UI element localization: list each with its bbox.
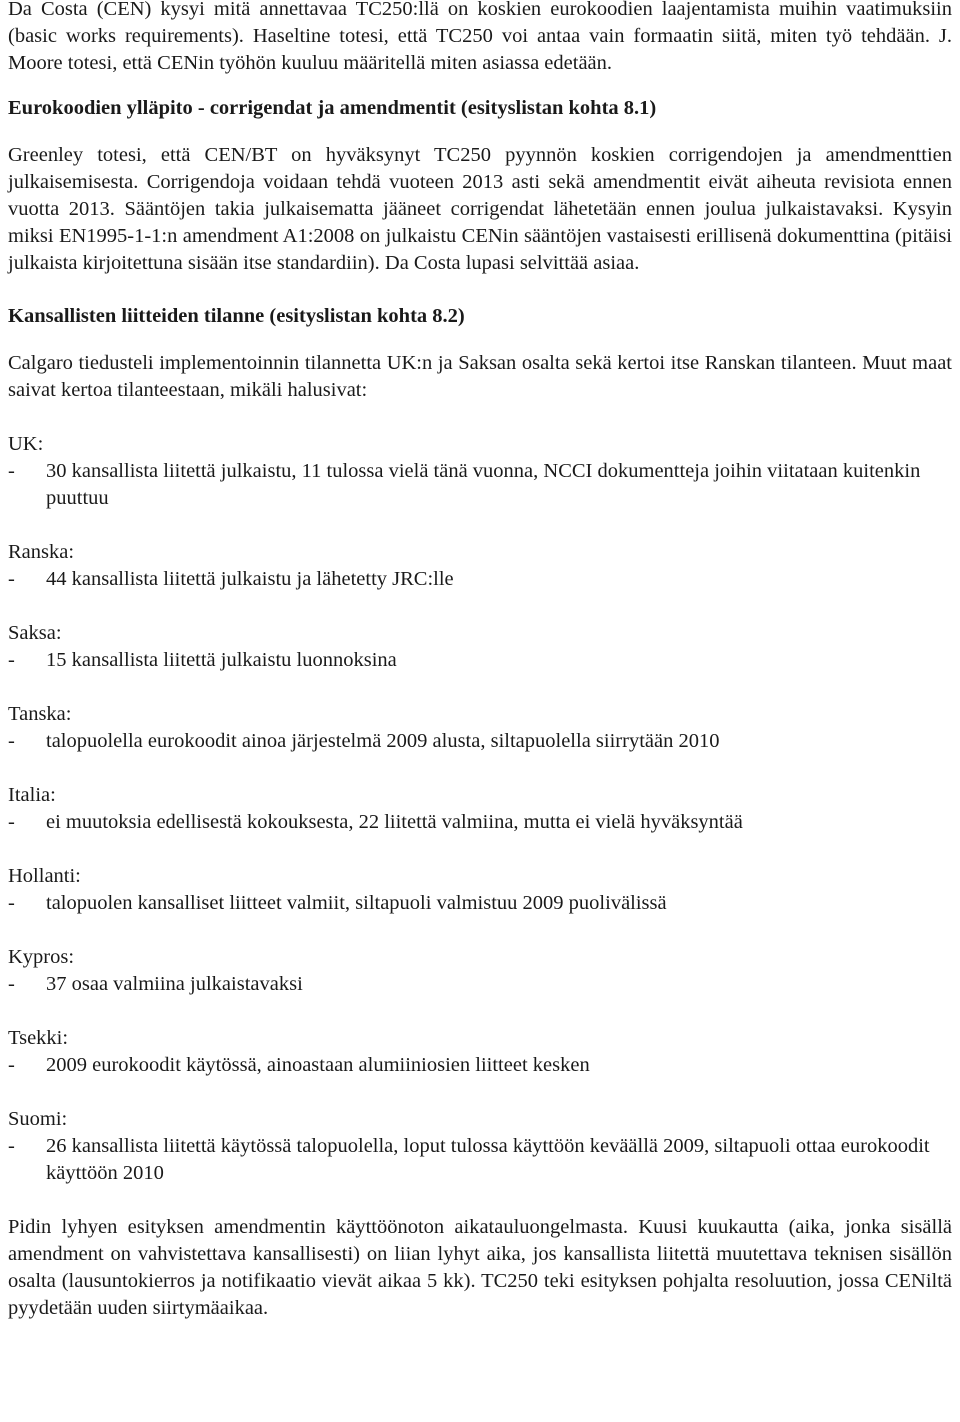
dash-bullet: - — [8, 1054, 15, 1076]
closing-paragraph: Pidin lyhyen esityksen amendmentin käyttöönoton aikatauluongelmasta. Kuusi kuukautta (aika, jonka sisällä amendment on vahvistettava kansallisesti) on liian lyhyt aika, jos kansallista liitettä muutettava teknisen sisällön osalta (lausuntokierros ja notifikaatio vievät aikaa 5 kk). TC250 teki esityksen pohjalta resoluution, jossa CENiltä pyydetään uuden siirtymäaikaa. — [8, 1216, 952, 1319]
country-block-kypros — [8, 944, 952, 998]
country-name: Saksa: — [8, 622, 62, 644]
country-name: Tanska: — [8, 703, 72, 725]
intro-paragraph: Da Costa (CEN) kysyi mitä annettavaa TC250:llä on koskien eurokoodien laajentamista muihin vaatimuksiin (basic works requirements). Haseltine totesi, että TC250 voi antaa vain formaatin siitä, miten työ tehdään. J. Moore totesi, että CENin työhön kuuluu määritellä miten asiassa edetään. — [8, 0, 952, 74]
country-name: Hollanti: — [8, 865, 81, 887]
list-item — [8, 971, 952, 998]
country-name: Italia: — [8, 784, 56, 806]
dash-bullet: - — [8, 892, 15, 914]
dash-bullet: - — [8, 568, 15, 590]
list-item — [8, 458, 952, 512]
list-item — [8, 1133, 952, 1187]
country-name: Suomi: — [8, 1108, 68, 1130]
list-item-text: 44 kansallista liitettä julkaistu ja lähetetty JRC:lle — [46, 568, 454, 590]
list-item — [8, 1052, 952, 1079]
section-paragraph-maintenance: Greenley totesi, että CEN/BT on hyväksynyt TC250 pyynnön koskien corrigendojen ja amendmenttien julkaisemisesta. Corrigendoja voidaan tehdä vuoteen 2013 asti sekä amendmentit eivät aiheuta revisiota ennen vuotta 2013. Sääntöjen takia julkaisematta jääneet corrigendat lähetetään ennen joulua julkaistavaksi. Kysyin miksi EN1995-1-1:n amendment A1:2008 on julkaistu CENin sääntöjen vastaisesti erillisenä dokumenttina (pitäisi julkaista kirjoitettuna sisään itse standardiin). Da Costa lupasi selvittää asiaa. — [8, 144, 952, 274]
country-name: UK: — [8, 433, 44, 455]
list-item-text: talopuolen kansalliset liitteet valmiit, siltapuoli valmistuu 2009 puolivälissä — [46, 892, 667, 914]
list-item — [8, 890, 952, 917]
list-item-text: 26 kansallista liitettä käytössä talopuolella, loput tulossa käyttöön keväällä 2009, siltapuoli ottaa eurokoodit käyttöön 2010 — [46, 1135, 930, 1184]
country-block-tsekki — [8, 1025, 952, 1079]
list-item-text: 30 kansallista liitettä julkaistu, 11 tulossa vielä tänä vuonna, NCCI dokumentteja joihin viitataan kuitenkin puuttuu — [46, 460, 921, 509]
section-heading-national-annexes: Kansallisten liitteiden tilanne (esityslistan kohta 8.2) — [8, 305, 465, 327]
list-item — [8, 647, 952, 674]
list-item-text: ei muutoksia edellisestä kokouksesta, 22 liitettä valmiina, mutta ei vielä hyväksyntää — [46, 811, 743, 833]
country-name: Ranska: — [8, 541, 75, 563]
list-item — [8, 566, 952, 593]
country-block-ranska — [8, 539, 952, 593]
dash-bullet: - — [8, 1135, 15, 1157]
dash-bullet: - — [8, 811, 15, 833]
country-list — [8, 431, 952, 1187]
section-paragraph-national-annexes: Calgaro tiedusteli implementoinnin tilannetta UK:n ja Saksan osalta sekä kertoi itse Ranskan tilanteen. Muut maat saivat kertoa tilanteestaan, mikäli halusivat: — [8, 352, 952, 401]
list-item-text: 15 kansallista liitettä julkaistu luonnoksina — [46, 649, 397, 671]
list-item-text: talopuolella eurokoodit ainoa järjestelmä 2009 alusta, siltapuolella siirrytään 2010 — [46, 730, 720, 752]
country-block-saksa — [8, 620, 952, 674]
list-item — [8, 728, 952, 755]
section-heading-maintenance: Eurokoodien ylläpito - corrigendat ja amendmentit (esityslistan kohta 8.1) — [8, 97, 657, 119]
country-block-italia — [8, 782, 952, 836]
list-item-text: 2009 eurokoodit käytössä, ainoastaan alumiiniosien liitteet kesken — [46, 1054, 590, 1076]
dash-bullet: - — [8, 973, 15, 995]
country-name: Tsekki: — [8, 1027, 69, 1049]
country-block-tanska — [8, 701, 952, 755]
dash-bullet: - — [8, 730, 15, 752]
country-block-suomi — [8, 1106, 952, 1187]
list-item — [8, 809, 952, 836]
dash-bullet: - — [8, 460, 15, 482]
dash-bullet: - — [8, 649, 15, 671]
country-block-uk — [8, 431, 952, 512]
list-item-text: 37 osaa valmiina julkaistavaksi — [46, 973, 303, 995]
country-block-hollanti — [8, 863, 952, 917]
country-name: Kypros: — [8, 946, 75, 968]
